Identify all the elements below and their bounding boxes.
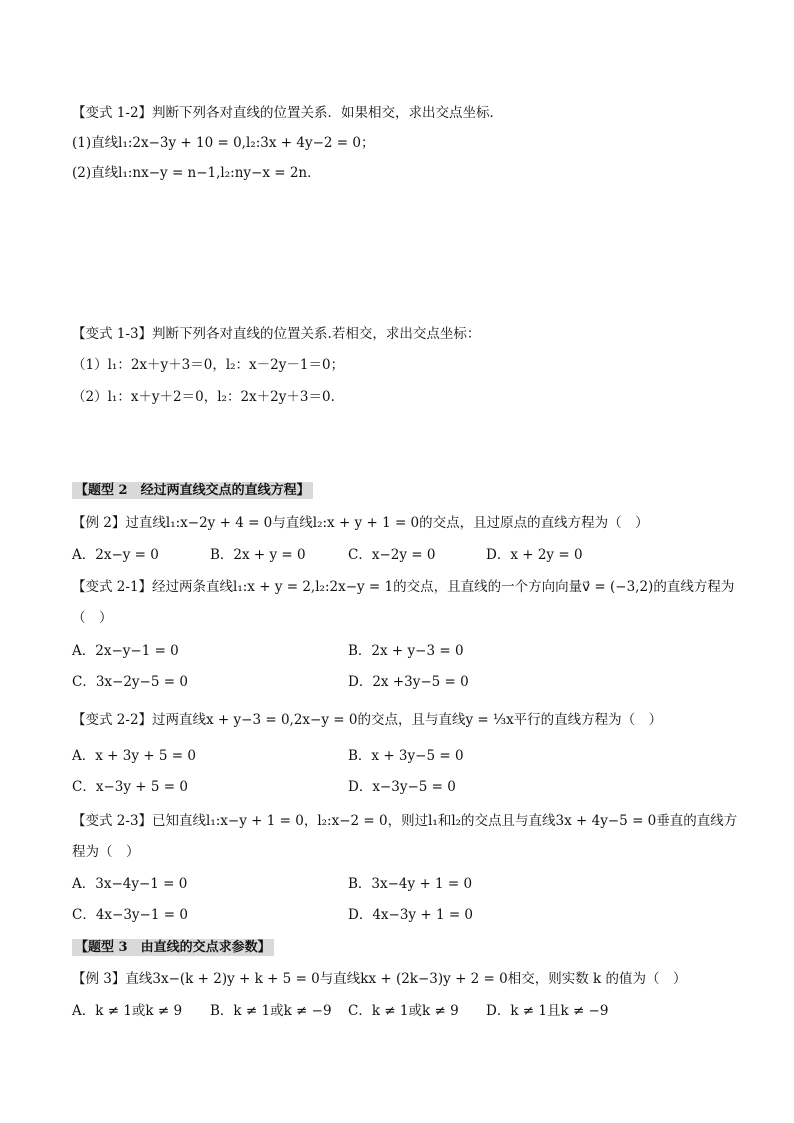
variant-2-2-question: 【变式 2-2】过两直线x + y−3 = 0,2x−y = 0的交点，且与直线y = ⅓x平行的直线方程为（ ）	[72, 712, 663, 728]
variant-1-3-part-1: （1）l₁：2x＋y＋3＝0，l₂：x－2y－1＝0；	[72, 357, 345, 373]
variant-1-2-part-1: (1)直线l₁:2x−3y + 10 = 0,l₂:3x + 4y−2 = 0；	[72, 135, 375, 151]
example-3-question: 【例 3】直线3x−(k + 2)y + k + 5 = 0与直线kx + (2k−3)y + 2 = 0相交，则实数 k 的值为（ ）	[72, 971, 687, 987]
variant-2-1-option-d: D．2x +3y−5 = 0	[348, 674, 469, 690]
variant-2-2-option-a: A．x + 3y + 5 = 0	[72, 748, 196, 764]
variant-1-2-part-2: (2)直线l₁:nx−y = n−1,l₂:ny−x = 2n．	[72, 165, 321, 181]
variant-1-3-title: 【变式 1-3】判断下列各对直线的位置关系.若相交，求出交点坐标：	[72, 326, 481, 342]
example-2-option-a: A．2x−y = 0	[72, 547, 159, 563]
section-heading-type-2: 【题型 2 经过两直线交点的直线方程】	[72, 482, 313, 499]
variant-2-3-option-c: C．4x−3y−1 = 0	[72, 907, 188, 923]
variant-2-1-option-b: B．2x + y−3 = 0	[348, 643, 464, 659]
variant-2-2-option-d: D．x−3y−5 = 0	[348, 779, 456, 795]
variant-2-1-question-cont: （ ）	[72, 610, 113, 626]
variant-2-3-option-a: A．3x−4y−1 = 0	[72, 876, 188, 892]
variant-2-1-option-c: C．3x−2y−5 = 0	[72, 674, 188, 690]
variant-2-2-option-b: B．x + 3y−5 = 0	[348, 748, 464, 764]
variant-2-2-option-c: C．x−3y + 5 = 0	[72, 779, 188, 795]
variant-2-3-question: 【变式 2-3】已知直线l₁:x−y + 1 = 0，l₂:x−2 = 0，则过l₁和l₂的交点且与直线3x + 4y−5 = 0垂直的直线方	[72, 813, 738, 829]
variant-2-1-option-a: A．2x−y−1 = 0	[72, 643, 179, 659]
example-3-option-c: C．k ≠ 1或k ≠ 9	[348, 1003, 459, 1019]
variant-2-3-option-d: D．4x−3y + 1 = 0	[348, 907, 474, 923]
example-2-question: 【例 2】过直线l₁:x−2y + 4 = 0与直线l₂:x + y + 1 = 0的交点，且过原点的直线方程为（ ）	[72, 515, 649, 531]
example-2-option-c: C．x−2y = 0	[348, 547, 436, 563]
section-heading-type-3: 【题型 3 由直线的交点求参数】	[72, 939, 274, 956]
variant-2-3-question-cont: 程为（ ）	[72, 844, 140, 860]
variant-2-3-option-b: B．3x−4y + 1 = 0	[348, 876, 473, 892]
example-2-option-b: B．2x + y = 0	[210, 547, 306, 563]
example-3-option-d: D．k ≠ 1且k ≠ −9	[486, 1003, 609, 1019]
variant-2-1-question: 【变式 2-1】经过两条直线l₁:x + y = 2,l₂:2x−y = 1的交点，且直线的一个方向向量v⃗ = (−3,2)的直线方程为	[72, 579, 735, 595]
example-3-option-b: B．k ≠ 1或k ≠ −9	[210, 1003, 332, 1019]
variant-1-3-part-2: （2）l₁：x＋y＋2＝0，l₂：2x＋2y＋3＝0.	[72, 389, 335, 405]
example-2-option-d: D．x + 2y = 0	[486, 547, 583, 563]
variant-1-2-title: 【变式 1-2】判断下列各对直线的位置关系．如果相交，求出交点坐标．	[72, 105, 504, 121]
example-3-option-a: A．k ≠ 1或k ≠ 9	[72, 1003, 183, 1019]
